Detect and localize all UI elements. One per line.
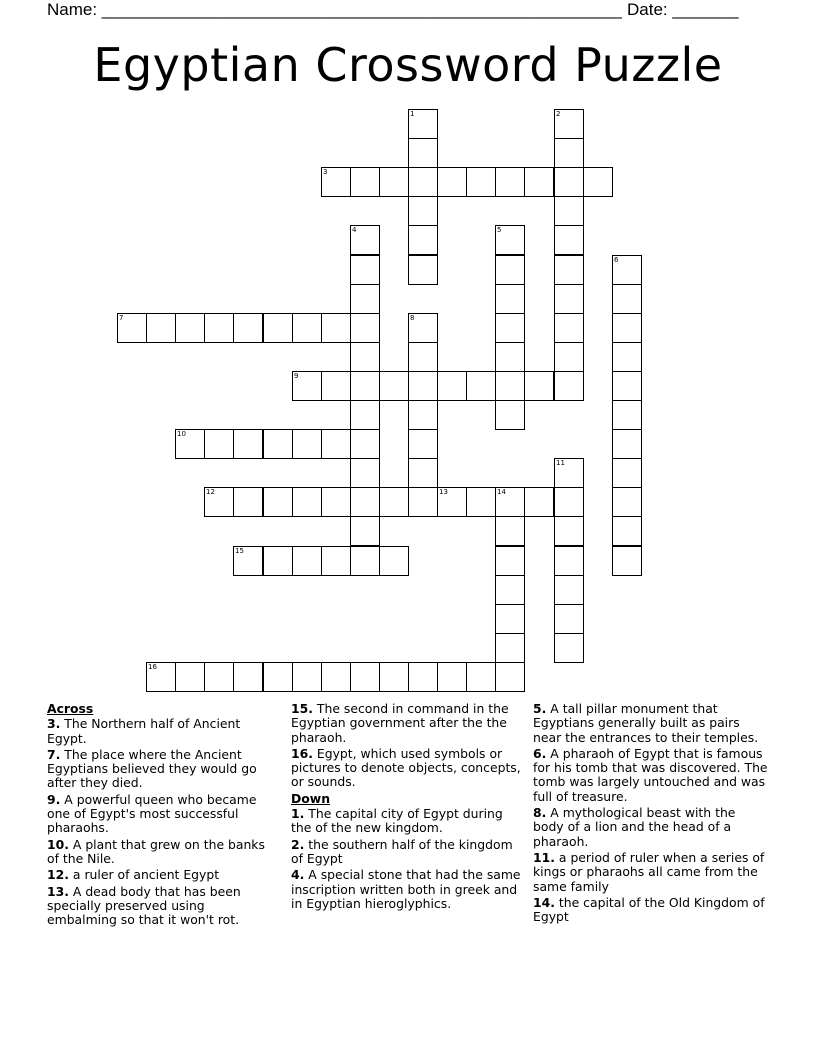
clue-across-13 (47, 885, 273, 928)
grid-cell[interactable] (554, 313, 584, 343)
clue-text: the southern half of the kingdom of Egypt (291, 836, 513, 866)
date-blank[interactable]: _______ (672, 0, 739, 19)
grid-cell[interactable] (233, 487, 263, 517)
grid-cell[interactable] (554, 255, 584, 285)
clue-number: 4. (291, 867, 305, 883)
grid-cell[interactable] (554, 633, 584, 663)
grid-cell[interactable] (379, 662, 409, 692)
grid-cell[interactable] (204, 487, 234, 517)
cell-number: 1 (410, 110, 415, 118)
grid-cell[interactable] (117, 313, 147, 343)
date-label: Date: (627, 0, 673, 19)
grid-cell[interactable] (408, 487, 438, 517)
grid-cell[interactable] (350, 255, 380, 285)
grid-cell[interactable] (233, 313, 263, 343)
grid-cell[interactable] (408, 225, 438, 255)
grid-cell[interactable] (263, 662, 293, 692)
grid-cell[interactable] (321, 487, 351, 517)
grid-cell[interactable] (612, 400, 642, 430)
grid-cell[interactable] (466, 371, 496, 401)
grid-cell[interactable] (408, 429, 438, 459)
cell-number: 7 (119, 314, 124, 322)
grid-cell[interactable] (408, 342, 438, 372)
grid-cell[interactable] (350, 313, 380, 343)
clue-across-16 (291, 747, 523, 790)
grid-cell[interactable] (437, 167, 467, 197)
grid-cell[interactable] (408, 371, 438, 401)
grid-cell[interactable] (204, 429, 234, 459)
grid-cell[interactable] (321, 371, 351, 401)
grid-cell[interactable] (350, 225, 380, 255)
grid-cell[interactable] (350, 371, 380, 401)
grid-cell[interactable] (524, 167, 554, 197)
grid-cell[interactable] (612, 371, 642, 401)
grid-cell[interactable] (495, 371, 525, 401)
grid-cell[interactable] (554, 167, 584, 197)
cell-number: 6 (614, 256, 619, 264)
clue-across-15 (291, 702, 523, 745)
clue-number: 3. (47, 716, 61, 732)
grid-cell[interactable] (437, 487, 467, 517)
clues-column-2 (291, 702, 523, 913)
grid-cell[interactable] (175, 662, 205, 692)
grid-cell[interactable] (146, 313, 176, 343)
grid-cell[interactable] (583, 167, 613, 197)
grid-cell[interactable] (408, 109, 438, 139)
grid-cell[interactable] (524, 371, 554, 401)
grid-cell[interactable] (466, 487, 496, 517)
clue-number: 8. (533, 805, 547, 821)
grid-cell[interactable] (350, 458, 380, 488)
clue-number: 6. (533, 745, 547, 761)
grid-cell[interactable] (466, 167, 496, 197)
clue-down-11 (533, 851, 769, 894)
grid-cell[interactable] (554, 284, 584, 314)
clue-down-6 (533, 747, 769, 804)
grid-cell[interactable] (495, 313, 525, 343)
grid-cell[interactable] (263, 429, 293, 459)
clue-number: 7. (47, 746, 61, 762)
clue-text: A dead body that has been specially preserved using embalming so that it won't rot. (47, 883, 241, 928)
grid-cell[interactable] (437, 371, 467, 401)
grid-cell[interactable] (350, 284, 380, 314)
grid-cell[interactable] (554, 458, 584, 488)
clue-text: A mythological beast with the body of a lion and the head of a pharaoh. (533, 805, 736, 849)
grid-cell[interactable] (379, 546, 409, 576)
grid-cell[interactable] (408, 400, 438, 430)
grid-cell[interactable] (612, 516, 642, 546)
grid-cell[interactable] (612, 487, 642, 517)
grid-cell[interactable] (321, 662, 351, 692)
grid-cell[interactable] (350, 546, 380, 576)
clue-number: 10. (47, 836, 69, 852)
grid-cell[interactable] (408, 255, 438, 285)
grid-cell[interactable] (204, 313, 234, 343)
grid-cell[interactable] (495, 546, 525, 576)
grid-cell[interactable] (408, 167, 438, 197)
grid-cell[interactable] (524, 487, 554, 517)
clue-text: a period of ruler when a series of kings or pharaohs all came from the same family (533, 849, 765, 894)
grid-cell[interactable] (233, 546, 263, 576)
grid-cell[interactable] (350, 167, 380, 197)
clue-number: 16. (291, 745, 313, 761)
clue-text: A plant that grew on the banks of the Nile. (47, 836, 265, 866)
clue-text: A tall pillar monument that Egyptians generally built as pairs near the entrances to their temples. (533, 701, 759, 745)
grid-cell[interactable] (554, 109, 584, 139)
grid-cell[interactable] (495, 604, 525, 634)
grid-cell[interactable] (204, 662, 234, 692)
cell-number: 8 (410, 314, 415, 322)
cell-number: 5 (497, 226, 502, 234)
clue-across-7 (47, 748, 273, 791)
grid-cell[interactable] (292, 429, 322, 459)
grid-cell[interactable] (233, 429, 263, 459)
clue-text: A pharaoh of Egypt that is famous for his tomb that was discovered. The tomb was largely untouched and was full of treasure. (533, 745, 768, 804)
clue-text: The place where the Ancient Egyptians believed they would go after they died. (47, 746, 257, 791)
grid-cell[interactable] (321, 546, 351, 576)
clue-number: 1. (291, 806, 305, 822)
clues-column-1 (47, 702, 273, 929)
grid-cell[interactable] (408, 196, 438, 226)
clue-text: The second in command in the Egyptian government after the the pharaoh. (291, 701, 509, 745)
clue-text: The capital city of Egypt during the of the new kingdom. (291, 806, 503, 836)
clues-column-3 (533, 702, 769, 926)
grid-cell[interactable] (263, 546, 293, 576)
grid-cell[interactable] (263, 313, 293, 343)
clue-across-10 (47, 838, 273, 867)
clue-number: 9. (47, 791, 61, 807)
clue-down-4 (291, 868, 523, 911)
down-heading: Down (291, 790, 331, 806)
cell-number: 15 (235, 547, 244, 555)
grid-cell[interactable] (554, 604, 584, 634)
grid-cell[interactable] (466, 662, 496, 692)
cell-number: 9 (294, 372, 299, 380)
grid-cell[interactable] (554, 516, 584, 546)
grid-cell[interactable] (612, 458, 642, 488)
clue-number: 5. (533, 701, 547, 716)
grid-cell[interactable] (175, 313, 205, 343)
clue-text: the capital of the Old Kingdom of Egypt (533, 894, 765, 925)
page-title: Egyptian Crossword Puzzle (93, 38, 723, 92)
grid-cell[interactable] (612, 255, 642, 285)
clue-number: 2. (291, 836, 305, 852)
grid-cell[interactable] (263, 487, 293, 517)
grid-cell[interactable] (612, 429, 642, 459)
grid-cell[interactable] (379, 487, 409, 517)
grid-cell[interactable] (554, 371, 584, 401)
grid-cell[interactable] (350, 516, 380, 546)
grid-cell[interactable] (554, 225, 584, 255)
across-heading: Across (47, 701, 94, 716)
grid-cell[interactable] (495, 662, 525, 692)
grid-cell[interactable] (175, 429, 205, 459)
grid-cell[interactable] (408, 138, 438, 168)
name-blank[interactable]: _______________________________________________________ (101, 0, 622, 19)
grid-cell[interactable] (495, 342, 525, 372)
grid-cell[interactable] (495, 487, 525, 517)
grid-cell[interactable] (554, 342, 584, 372)
clue-text: A special stone that had the same inscription written both in greek and in Egyptian hieroglyphics. (291, 867, 521, 911)
cell-number: 10 (177, 430, 186, 438)
grid-cell[interactable] (495, 633, 525, 663)
grid-cell[interactable] (146, 662, 176, 692)
grid-cell[interactable] (612, 342, 642, 372)
clue-number: 15. (291, 701, 313, 716)
grid-cell[interactable] (495, 400, 525, 430)
grid-cell[interactable] (350, 662, 380, 692)
clue-down-2 (291, 838, 523, 867)
clue-down-5 (533, 702, 769, 745)
grid-cell[interactable] (379, 167, 409, 197)
grid-cell[interactable] (495, 255, 525, 285)
cell-number: 4 (352, 226, 357, 234)
grid-cell[interactable] (495, 575, 525, 605)
clue-down-1 (291, 807, 523, 836)
grid-cell[interactable] (321, 429, 351, 459)
grid-cell[interactable] (292, 662, 322, 692)
grid-cell[interactable] (612, 313, 642, 343)
clue-text: The Northern half of Ancient Egypt. (47, 716, 241, 746)
grid-cell[interactable] (292, 371, 322, 401)
grid-cell[interactable] (554, 196, 584, 226)
clue-number: 13. (47, 883, 69, 899)
clue-across-3 (47, 717, 273, 746)
grid-cell[interactable] (292, 487, 322, 517)
grid-cell[interactable] (408, 662, 438, 692)
name-label: Name: (47, 0, 102, 19)
grid-cell[interactable] (350, 342, 380, 372)
grid-cell[interactable] (292, 546, 322, 576)
grid-cell[interactable] (495, 284, 525, 314)
grid-cell[interactable] (495, 225, 525, 255)
cell-number: 3 (323, 168, 328, 176)
clue-down-8 (533, 806, 769, 849)
cell-number: 2 (556, 110, 561, 118)
clue-across-9 (47, 793, 273, 836)
cell-number: 11 (556, 459, 565, 467)
grid-cell[interactable] (612, 284, 642, 314)
grid-cell[interactable] (408, 313, 438, 343)
grid-cell[interactable] (554, 575, 584, 605)
clue-text: a ruler of ancient Egypt (72, 867, 220, 883)
grid-cell[interactable] (350, 429, 380, 459)
clue-text: Egypt, which used symbols or pictures to denote objects, concepts, or sounds. (291, 745, 521, 790)
clue-text: A powerful queen who became one of Egypt's most successful pharaohs. (47, 791, 257, 836)
grid-cell[interactable] (350, 400, 380, 430)
clue-number: 11. (533, 849, 555, 865)
grid-cell[interactable] (408, 458, 438, 488)
grid-cell[interactable] (379, 371, 409, 401)
clue-number: 12. (47, 867, 69, 883)
grid-cell[interactable] (437, 662, 467, 692)
grid-cell[interactable] (554, 138, 584, 168)
grid-cell[interactable] (554, 487, 584, 517)
cell-number: 16 (148, 663, 157, 671)
grid-cell[interactable] (292, 313, 322, 343)
clue-across-12 (47, 868, 273, 882)
grid-cell[interactable] (495, 516, 525, 546)
grid-cell[interactable] (321, 313, 351, 343)
grid-cell[interactable] (321, 167, 351, 197)
grid-cell[interactable] (495, 167, 525, 197)
clue-down-14 (533, 896, 769, 925)
clue-number: 14. (533, 894, 555, 910)
grid-cell[interactable] (233, 662, 263, 692)
cell-number: 12 (206, 488, 215, 496)
cell-number: 14 (497, 488, 506, 496)
grid-cell[interactable] (612, 546, 642, 576)
grid-cell[interactable] (554, 546, 584, 576)
cell-number: 13 (439, 488, 448, 496)
grid-cell[interactable] (350, 487, 380, 517)
